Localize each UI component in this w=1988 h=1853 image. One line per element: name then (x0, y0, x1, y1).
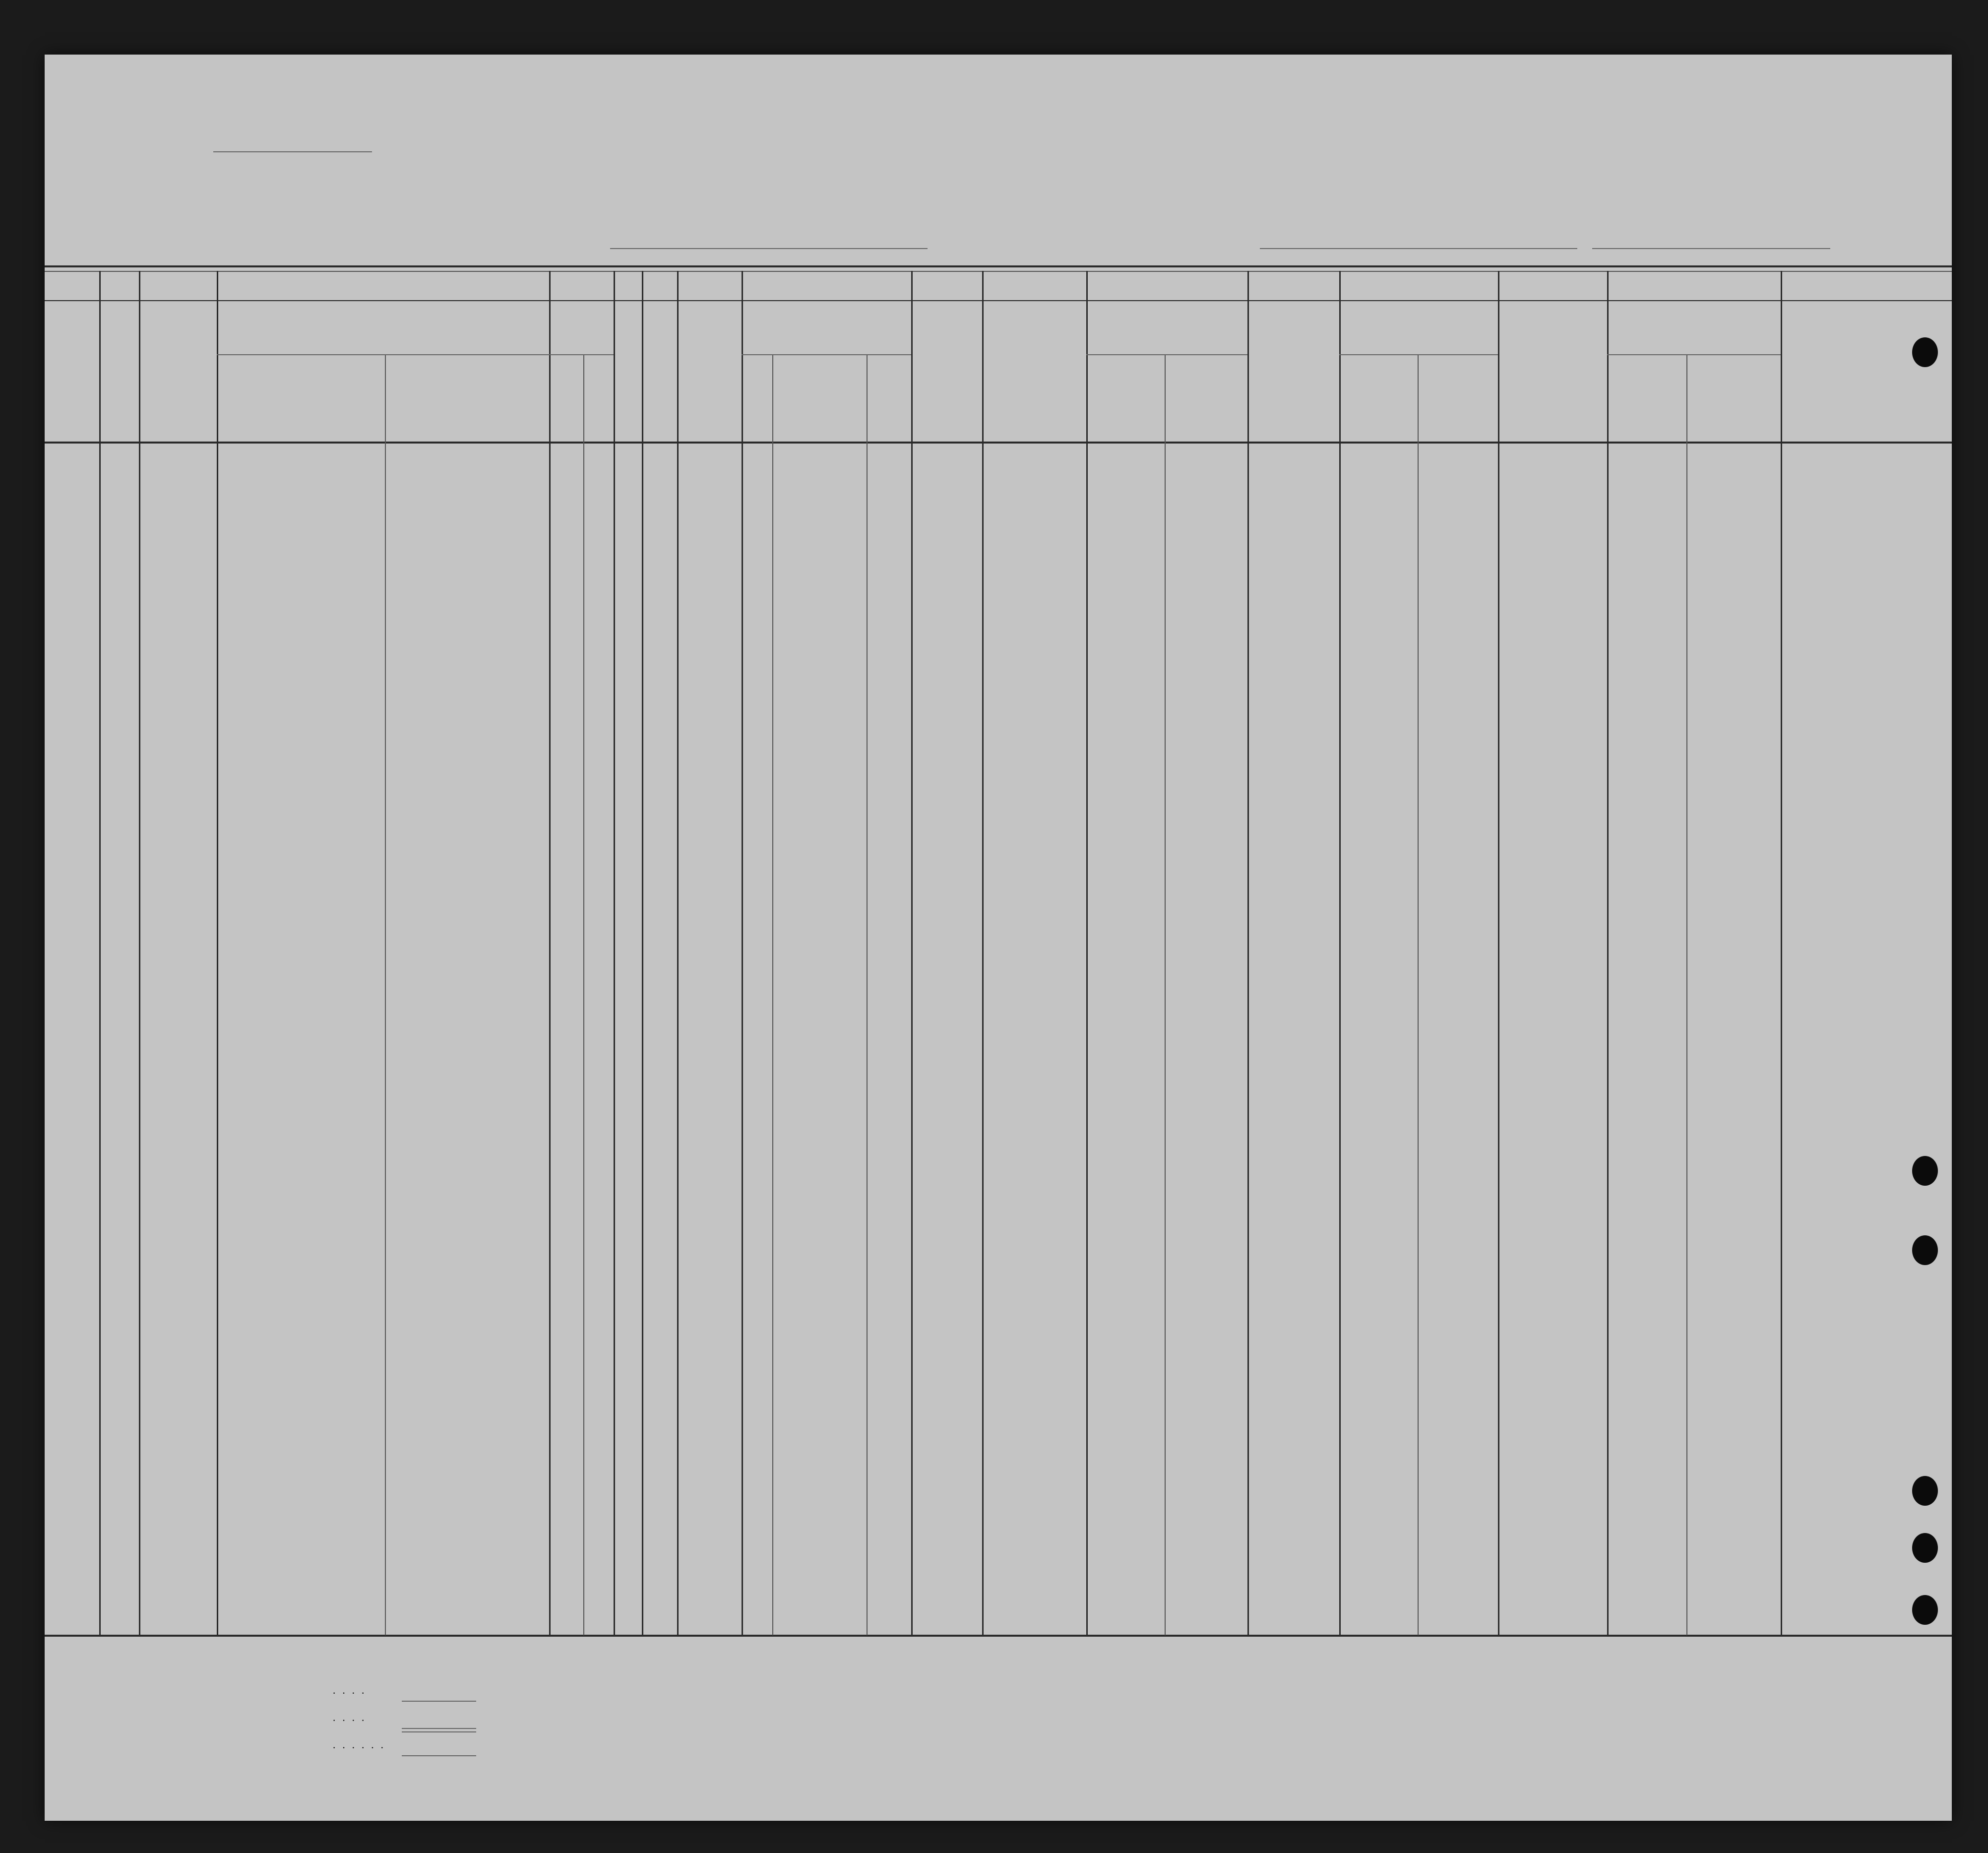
punch-hole (1912, 337, 1938, 367)
header-verifications (1500, 335, 1605, 338)
punch-hole (1912, 1156, 1938, 1186)
header-head-tax (140, 337, 217, 342)
punch-hole (1912, 1235, 1938, 1265)
punch-hole (1912, 1533, 1938, 1563)
header-visa (1248, 332, 1338, 334)
punch-hole (1912, 1595, 1938, 1625)
punch-hole (1912, 1476, 1938, 1506)
manifest-sheet: ···· ···· ······ (45, 55, 1952, 1821)
